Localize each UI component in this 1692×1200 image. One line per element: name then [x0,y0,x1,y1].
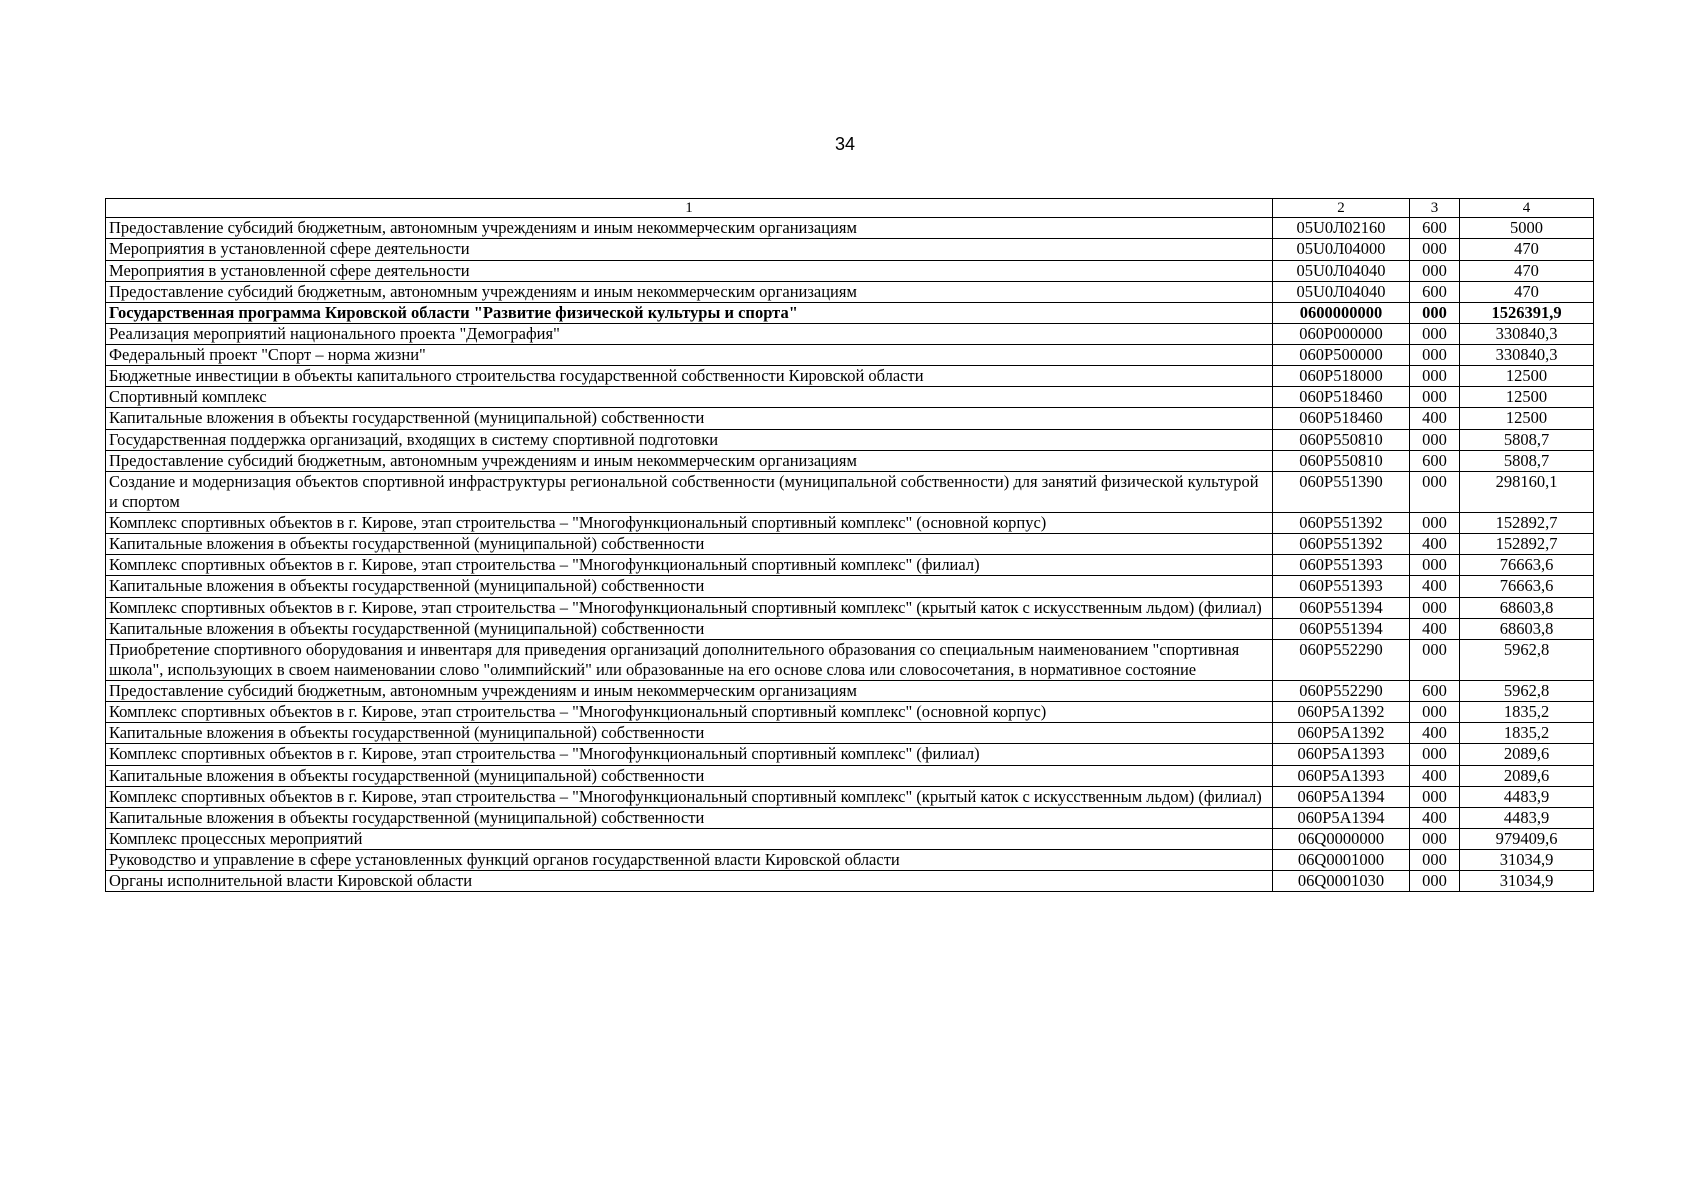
row-amount-cell: 76663,6 [1460,576,1594,597]
row-type-cell: 000 [1410,786,1460,807]
table-row [106,618,1594,639]
table-row [106,450,1594,471]
row-code-cell: 060P5A1394 [1273,807,1410,828]
row-amount-cell: 1835,2 [1460,702,1594,723]
table-row [106,723,1594,744]
table-row [106,786,1594,807]
row-code-cell: 060P551390 [1273,471,1410,512]
table-row [106,534,1594,555]
row-code-cell: 05U0Л04000 [1273,239,1410,260]
row-amount-cell: 4483,9 [1460,807,1594,828]
budget-table [105,198,1594,892]
row-type-cell: 000 [1410,639,1460,680]
row-amount-cell: 31034,9 [1460,850,1594,871]
row-type-cell: 600 [1410,281,1460,302]
row-name-cell: Предоставление субсидий бюджетным, автономным учреждениям и иным некоммерческим организациям [106,281,1273,302]
row-type-cell: 000 [1410,744,1460,765]
table-row [106,597,1594,618]
table-row [106,639,1594,680]
row-type-cell: 000 [1410,850,1460,871]
table-row [106,302,1594,323]
row-name-cell: Комплекс спортивных объектов в г. Кирове, этап строительства – "Многофункциональный спортивный комплекс" (крытый каток с искусственным льдом) (филиал) [106,597,1273,618]
row-type-cell: 000 [1410,513,1460,534]
row-amount-cell: 470 [1460,239,1594,260]
row-code-cell: 0600000000 [1273,302,1410,323]
row-name-cell: Комплекс спортивных объектов в г. Кирове, этап строительства – "Многофункциональный спортивный комплекс" (филиал) [106,744,1273,765]
page-number: 34 [834,134,856,154]
column-header-type: 3 [1410,199,1460,218]
row-code-cell: 060P551393 [1273,576,1410,597]
row-type-cell: 000 [1410,323,1460,344]
row-amount-cell: 5808,7 [1460,450,1594,471]
row-name-cell: Предоставление субсидий бюджетным, автономным учреждениям и иным некоммерческим организациям [106,450,1273,471]
column-header-name: 1 [106,199,1273,218]
row-type-cell: 000 [1410,239,1460,260]
row-code-cell: 060P5A1392 [1273,702,1410,723]
row-name-cell: Комплекс спортивных объектов в г. Кирове, этап строительства – "Многофункциональный спортивный комплекс" (основной корпус) [106,702,1273,723]
row-amount-cell: 2089,6 [1460,765,1594,786]
row-type-cell: 000 [1410,555,1460,576]
row-name-cell: Капитальные вложения в объекты государственной (муниципальной) собственности [106,576,1273,597]
row-name-cell: Мероприятия в установленной сфере деятельности [106,239,1273,260]
row-code-cell: 060P550810 [1273,429,1410,450]
row-type-cell: 600 [1410,681,1460,702]
row-code-cell: 060P551392 [1273,534,1410,555]
row-amount-cell: 12500 [1460,387,1594,408]
row-type-cell: 000 [1410,302,1460,323]
row-type-cell: 000 [1410,702,1460,723]
table-row [106,218,1594,239]
table-row [106,765,1594,786]
row-amount-cell: 298160,1 [1460,471,1594,512]
row-code-cell: 060P500000 [1273,345,1410,366]
table-row [106,850,1594,871]
row-amount-cell: 5000 [1460,218,1594,239]
row-name-cell: Капитальные вложения в объекты государственной (муниципальной) собственности [106,408,1273,429]
row-type-cell: 000 [1410,597,1460,618]
column-header-amount: 4 [1460,199,1594,218]
row-type-cell: 000 [1410,471,1460,512]
row-name-cell: Государственная программа Кировской области "Развитие физической культуры и спорта" [106,302,1273,323]
row-name-cell: Руководство и управление в сфере установленных функций органов государственной власти Кировской области [106,850,1273,871]
row-name-cell: Предоставление субсидий бюджетным, автономным учреждениям и иным некоммерческим организациям [106,218,1273,239]
row-code-cell: 060P5A1394 [1273,786,1410,807]
row-code-cell: 060P5A1393 [1273,744,1410,765]
table-row [106,513,1594,534]
row-name-cell: Приобретение спортивного оборудования и инвентаря для приведения организаций дополнительного образования со специальным наименованием "спортивная школа", использующих в своем наименовании слово "олимпийский" или образованные на его основе слова или словосочетания, в нормативное состояние [106,639,1273,680]
table-row [106,345,1594,366]
table-row [106,744,1594,765]
table-row [106,871,1594,892]
row-type-cell: 000 [1410,387,1460,408]
row-name-cell: Комплекс спортивных объектов в г. Кирове, этап строительства – "Многофункциональный спортивный комплекс" (крытый каток с искусственным льдом) (филиал) [106,786,1273,807]
row-code-cell: 060P551393 [1273,555,1410,576]
row-name-cell: Бюджетные инвестиции в объекты капитального строительства государственной собственности Кировской области [106,366,1273,387]
row-code-cell: 060P551394 [1273,597,1410,618]
row-code-cell: 06Q0000000 [1273,828,1410,849]
table-row [106,807,1594,828]
row-code-cell: 060P5A1393 [1273,765,1410,786]
table-row [106,576,1594,597]
table-row [106,387,1594,408]
row-type-cell: 400 [1410,765,1460,786]
table-row [106,681,1594,702]
row-code-cell: 05U0Л02160 [1273,218,1410,239]
table-row [106,429,1594,450]
table-row [106,323,1594,344]
row-name-cell: Реализация мероприятий национального проекта "Демография" [106,323,1273,344]
column-header-code: 2 [1273,199,1410,218]
row-amount-cell: 68603,8 [1460,597,1594,618]
row-code-cell: 060P518000 [1273,366,1410,387]
row-name-cell: Органы исполнительной власти Кировской области [106,871,1273,892]
row-amount-cell: 76663,6 [1460,555,1594,576]
row-amount-cell: 5962,8 [1460,639,1594,680]
row-type-cell: 400 [1410,408,1460,429]
table-body [106,218,1594,892]
row-code-cell: 06Q0001030 [1273,871,1410,892]
row-code-cell: 060P000000 [1273,323,1410,344]
row-name-cell: Капитальные вложения в объекты государственной (муниципальной) собственности [106,807,1273,828]
row-amount-cell: 5808,7 [1460,429,1594,450]
row-name-cell: Капитальные вложения в объекты государственной (муниципальной) собственности [106,534,1273,555]
row-name-cell: Комплекс спортивных объектов в г. Кирове, этап строительства – "Многофункциональный спортивный комплекс" (основной корпус) [106,513,1273,534]
row-amount-cell: 12500 [1460,408,1594,429]
row-code-cell: 05U0Л04040 [1273,281,1410,302]
row-amount-cell: 5962,8 [1460,681,1594,702]
table-row [106,239,1594,260]
row-code-cell: 060P5A1392 [1273,723,1410,744]
table-row [106,555,1594,576]
row-name-cell: Капитальные вложения в объекты государственной (муниципальной) собственности [106,618,1273,639]
row-name-cell: Комплекс спортивных объектов в г. Кирове, этап строительства – "Многофункциональный спортивный комплекс" (филиал) [106,555,1273,576]
row-name-cell: Спортивный комплекс [106,387,1273,408]
row-name-cell: Предоставление субсидий бюджетным, автономным учреждениям и иным некоммерческим организациям [106,681,1273,702]
row-code-cell: 060P551394 [1273,618,1410,639]
row-type-cell: 000 [1410,260,1460,281]
table-row [106,471,1594,512]
row-amount-cell: 470 [1460,260,1594,281]
table-row [106,281,1594,302]
row-amount-cell: 1526391,9 [1460,302,1594,323]
row-type-cell: 400 [1410,534,1460,555]
row-name-cell: Мероприятия в установленной сфере деятельности [106,260,1273,281]
row-name-cell: Создание и модернизация объектов спортивной инфраструктуры региональной собственности (муниципальной собственности) для занятий физической культурой и спортом [106,471,1273,512]
row-amount-cell: 470 [1460,281,1594,302]
row-amount-cell: 330840,3 [1460,345,1594,366]
row-code-cell: 060P518460 [1273,408,1410,429]
table-row [106,828,1594,849]
table-row [106,260,1594,281]
row-type-cell: 000 [1410,828,1460,849]
row-type-cell: 400 [1410,618,1460,639]
table-row [106,408,1594,429]
table-row [106,366,1594,387]
row-amount-cell: 979409,6 [1460,828,1594,849]
row-type-cell: 000 [1410,429,1460,450]
row-code-cell: 06Q0001000 [1273,850,1410,871]
row-type-cell: 600 [1410,218,1460,239]
row-amount-cell: 1835,2 [1460,723,1594,744]
row-type-cell: 600 [1410,450,1460,471]
row-name-cell: Комплекс процессных мероприятий [106,828,1273,849]
row-amount-cell: 12500 [1460,366,1594,387]
row-type-cell: 000 [1410,871,1460,892]
row-amount-cell: 152892,7 [1460,513,1594,534]
row-type-cell: 000 [1410,345,1460,366]
row-type-cell: 000 [1410,366,1460,387]
row-amount-cell: 68603,8 [1460,618,1594,639]
row-code-cell: 05U0Л04040 [1273,260,1410,281]
row-type-cell: 400 [1410,723,1460,744]
row-code-cell: 060P552290 [1273,639,1410,680]
row-name-cell: Федеральный проект "Спорт – норма жизни" [106,345,1273,366]
row-name-cell: Капитальные вложения в объекты государственной (муниципальной) собственности [106,765,1273,786]
row-code-cell: 060P518460 [1273,387,1410,408]
row-amount-cell: 4483,9 [1460,786,1594,807]
row-type-cell: 400 [1410,807,1460,828]
row-amount-cell: 330840,3 [1460,323,1594,344]
table-row [106,702,1594,723]
row-name-cell: Государственная поддержка организаций, входящих в систему спортивной подготовки [106,429,1273,450]
table-header-row [106,199,1594,218]
row-name-cell: Капитальные вложения в объекты государственной (муниципальной) собственности [106,723,1273,744]
row-type-cell: 400 [1410,576,1460,597]
row-amount-cell: 152892,7 [1460,534,1594,555]
row-code-cell: 060P551392 [1273,513,1410,534]
row-amount-cell: 31034,9 [1460,871,1594,892]
row-code-cell: 060P550810 [1273,450,1410,471]
row-amount-cell: 2089,6 [1460,744,1594,765]
row-code-cell: 060P552290 [1273,681,1410,702]
